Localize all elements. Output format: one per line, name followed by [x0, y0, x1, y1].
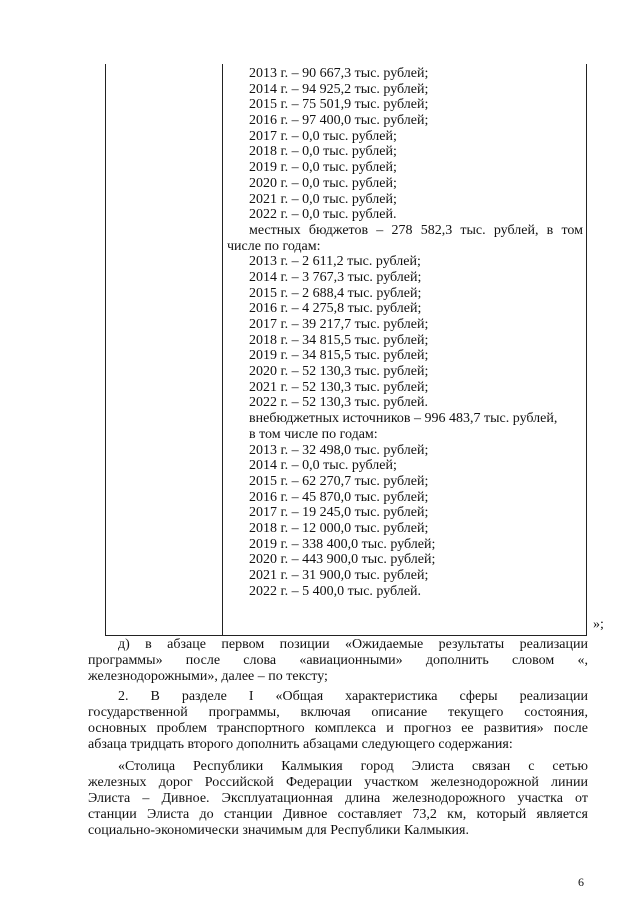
paragraph-line: социально-экономически значимым для Республики Калмыкия.: [88, 823, 469, 838]
paragraph-d: [88, 637, 588, 685]
paragraph-line: программы» после слова «авиационными» дополнить словом «,: [88, 653, 588, 668]
funding-line: 2022 г. – 0,0 тыс. рублей.: [249, 207, 397, 223]
funding-line: 2019 г. – 34 815,5 тыс. рублей;: [249, 348, 429, 364]
funding-line: 2015 г. – 62 270,7 тыс. рублей;: [249, 473, 429, 489]
funding-line: 2016 г. – 97 400,0 тыс. рублей;: [249, 113, 429, 129]
funding-line: 2018 г. – 34 815,5 тыс. рублей;: [249, 332, 429, 348]
funding-line: 2017 г. – 39 217,7 тыс. рублей;: [249, 317, 429, 332]
funding-line: 2015 г. – 75 501,9 тыс. рублей;: [249, 97, 429, 113]
funding-line: 2015 г. – 2 688,4 тыс. рублей;: [249, 285, 422, 301]
funding-line: 2021 г. – 31 900,0 тыс. рублей;: [249, 568, 429, 583]
funding-line: 2016 г. – 45 870,0 тыс. рублей;: [249, 489, 429, 505]
funding-line: 2013 г. – 90 667,3 тыс. рублей;: [249, 66, 429, 81]
paragraph-2: [88, 689, 588, 753]
funding-line: 2013 г. – 32 498,0 тыс. рублей;: [249, 442, 429, 458]
funding-table-fragment: [105, 64, 587, 636]
funding-line: 2020 г. – 0,0 тыс. рублей;: [249, 175, 397, 191]
funding-line: 2016 г. – 4 275,8 тыс. рублей;: [249, 301, 422, 317]
paragraph-line: абзаца тридцать второго дополнить абзацами следующего содержания:: [88, 737, 513, 752]
paragraph-line: 2. В разделе I «Общая характеристика сферы реализации: [118, 689, 588, 704]
funding-line: внебюджетных источников – 996 483,7 тыс. рублей,: [249, 411, 558, 427]
paragraph-line: основных проблем транспортного комплекса и прогноз ее развития» после: [88, 721, 588, 736]
funding-line: числе по годам:: [227, 238, 321, 254]
paragraph-line: железных дорог Российской Федерации участком железнодорожной линии: [88, 775, 588, 790]
paragraph-line: д) в абзаце первом позиции «Ожидаемые результаты реализации: [118, 637, 588, 652]
funding-line: 2019 г. – 338 400,0 тыс. рублей;: [249, 536, 436, 552]
paragraph-line: железнодорожными», далее – по тексту;: [88, 669, 328, 684]
funding-line: 2021 г. – 52 130,3 тыс. рублей;: [249, 379, 429, 395]
funding-line: 2017 г. – 19 245,0 тыс. рублей;: [249, 505, 429, 521]
funding-line: 2020 г. – 52 130,3 тыс. рублей;: [249, 364, 429, 380]
paragraph-line: Элиста – Дивное. Эксплуатационная длина железнодорожного участка от: [88, 791, 588, 806]
funding-cell: [227, 66, 583, 599]
closing-quote: »;: [593, 617, 604, 632]
funding-line: местных бюджетов – 278 582,3 тыс. рублей, в том: [249, 222, 583, 238]
funding-line: 2014 г. – 0,0 тыс. рублей;: [249, 458, 397, 474]
paragraph-line: государственной программы, включая описание текущего состояния,: [88, 705, 588, 720]
funding-line: 2022 г. – 5 400,0 тыс. рублей.: [249, 583, 421, 599]
table-column-divider: [222, 64, 223, 635]
funding-line: 2020 г. – 443 900,0 тыс. рублей;: [249, 552, 436, 568]
funding-line: 2013 г. – 2 611,2 тыс. рублей;: [249, 254, 421, 270]
funding-line: 2021 г. – 0,0 тыс. рублей;: [249, 191, 397, 207]
funding-line: в том числе по годам:: [249, 426, 378, 442]
page-number: 6: [578, 875, 584, 889]
funding-line: 2017 г. – 0,0 тыс. рублей;: [249, 128, 397, 144]
paragraph-3: [88, 759, 588, 839]
paragraph-line: станции Элиста до станции Дивное составляет 73,2 км, который является: [88, 807, 588, 822]
paragraph-line: «Столица Республики Калмыкия город Элиста связан с сетью: [118, 759, 588, 774]
funding-line: 2019 г. – 0,0 тыс. рублей;: [249, 160, 397, 176]
funding-line: 2018 г. – 12 000,0 тыс. рублей;: [249, 520, 429, 536]
funding-line: 2018 г. – 0,0 тыс. рублей;: [249, 144, 397, 160]
funding-line: 2014 г. – 3 767,3 тыс. рублей;: [249, 269, 422, 285]
funding-line: 2022 г. – 52 130,3 тыс. рублей.: [249, 395, 428, 411]
funding-line: 2014 г. – 94 925,2 тыс. рублей;: [249, 81, 429, 97]
